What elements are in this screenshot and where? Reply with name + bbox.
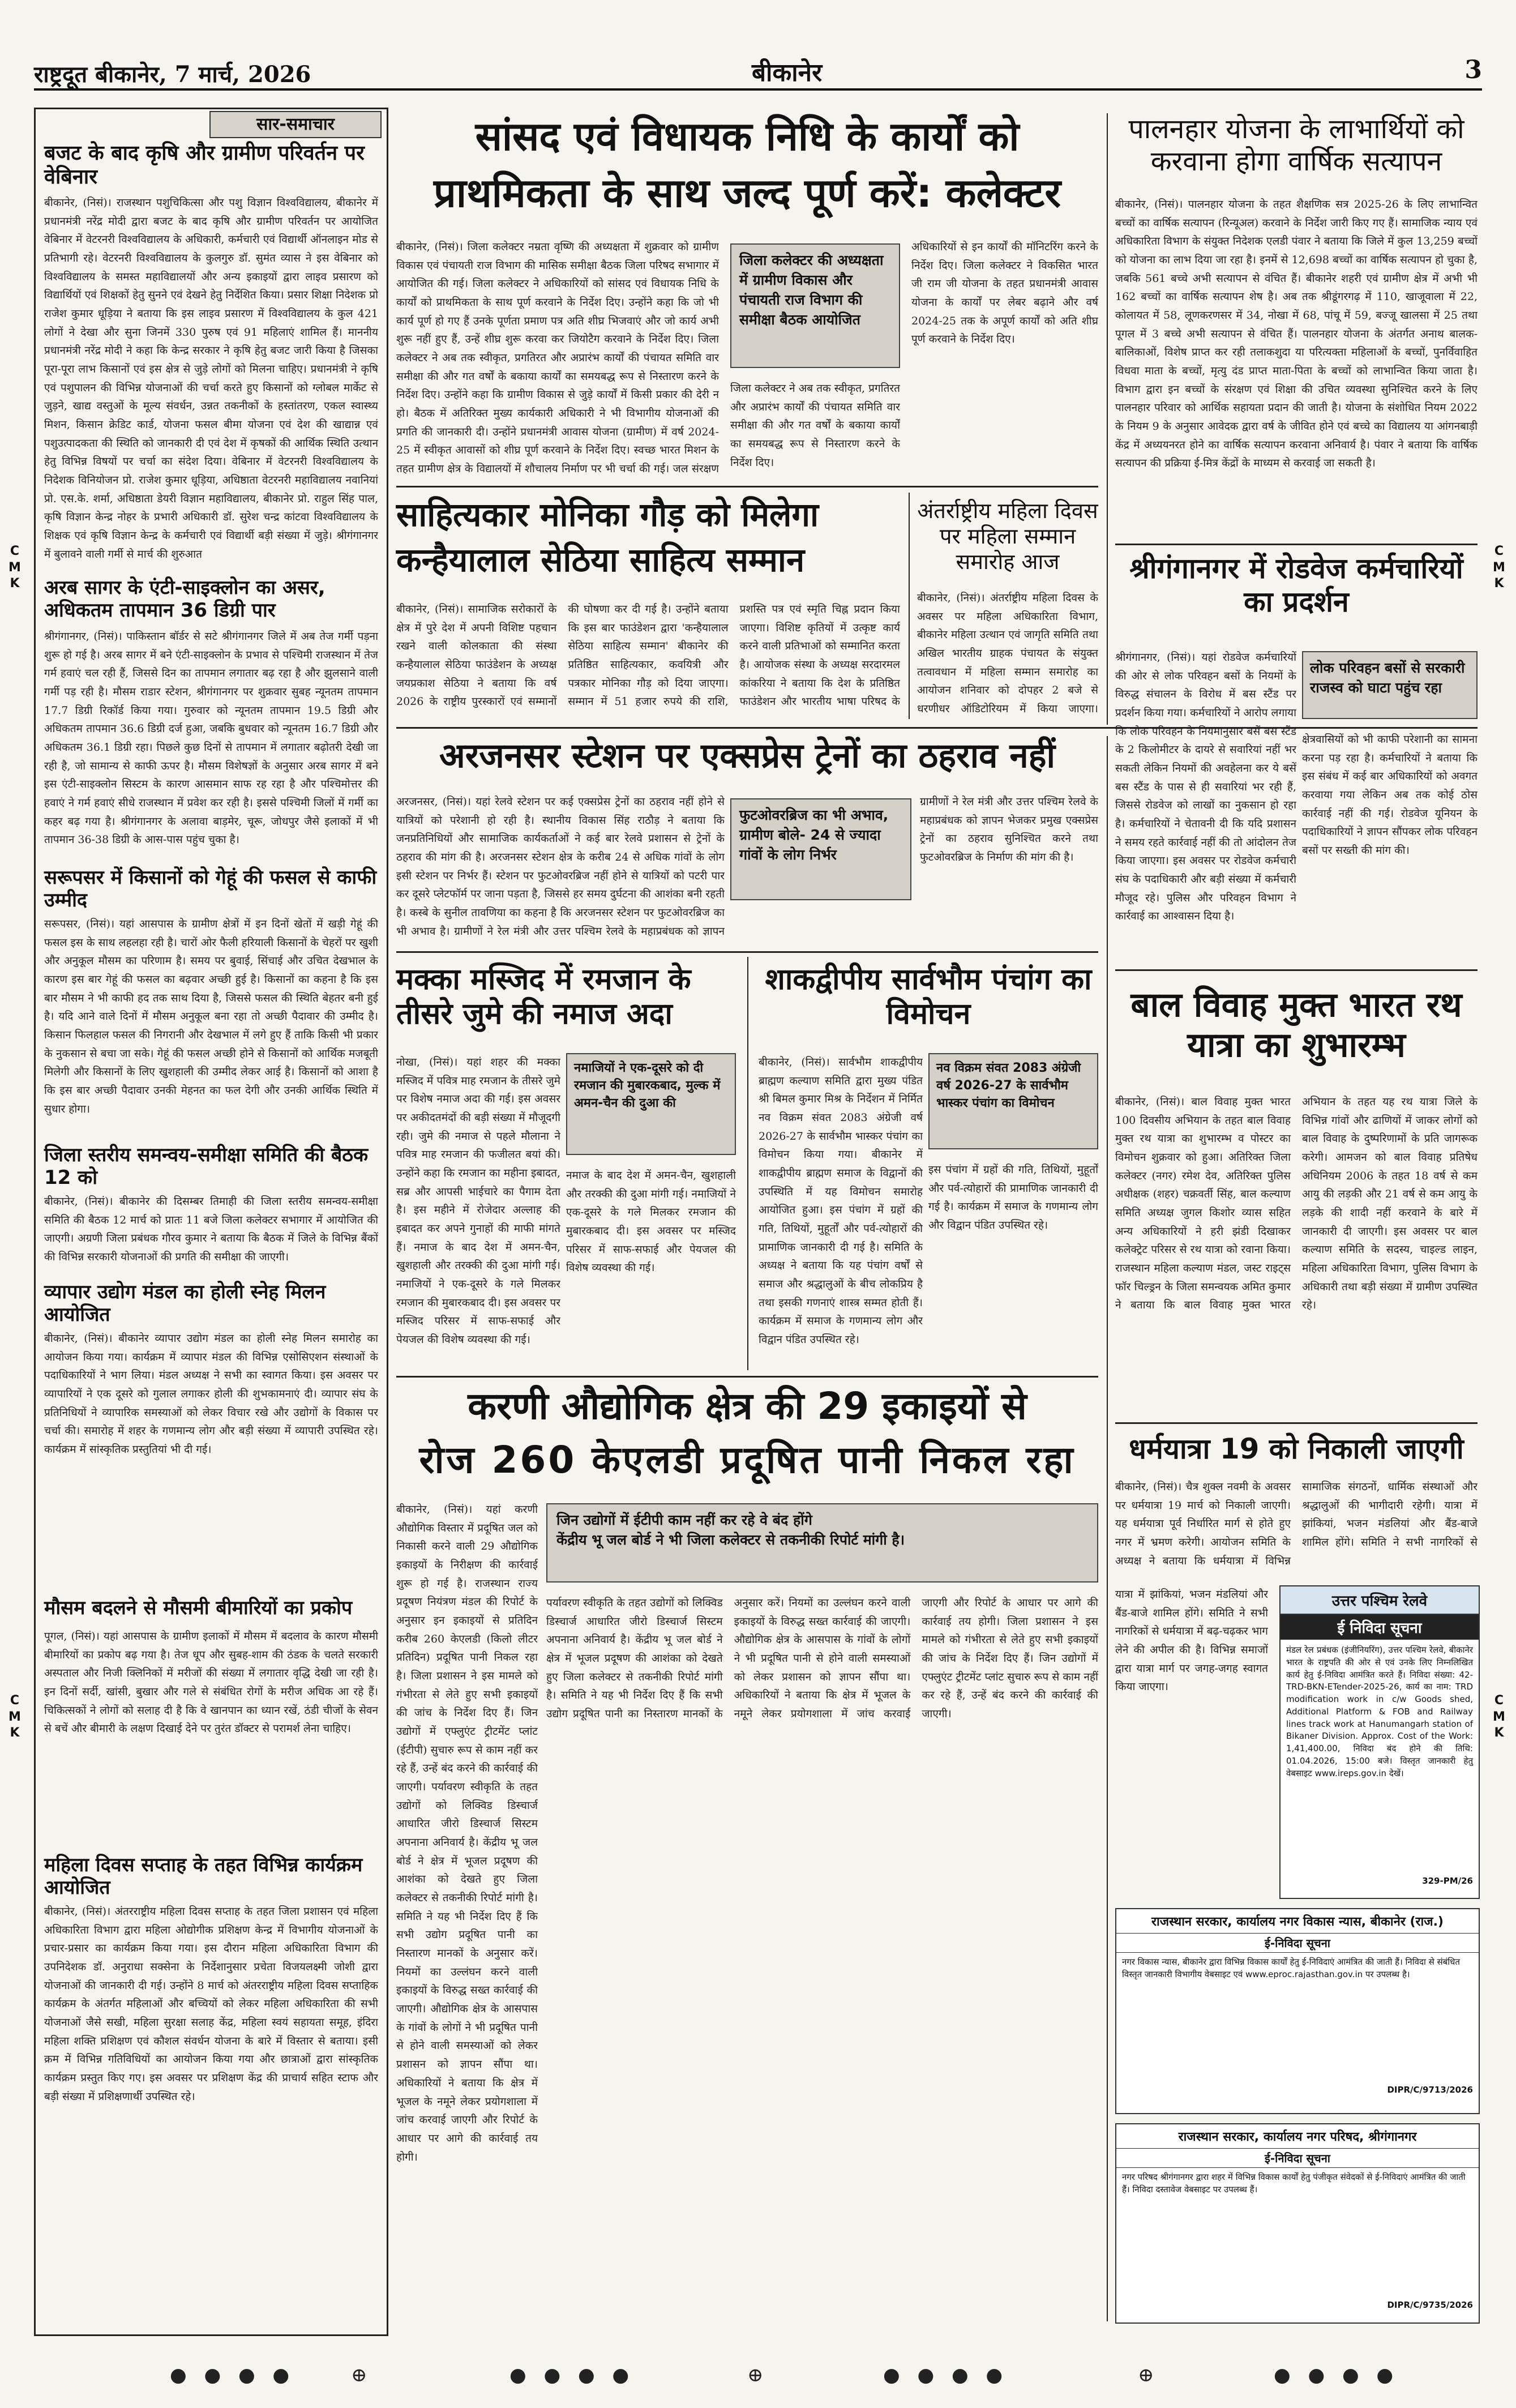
mecca-body: नोखा, (निसं)। यहां शहर की मक्का मस्जिद में पवित्र माह रमजान के तीसरे जुमे पर विशेष नमाज अदा की गई। इस अवसर पर अकीदतमंदों की बड़ी संख्या में मौजूदगी रही। जुमे की नमाज से पहले मौलाना ने पवित्र माह रमजान की फजीलत बयां की। उन्होंने कहा कि रमजान का महीना इबादत, सब्र और आपसी भाईचारे का पैगाम देता है। इस महीने में रोजेदार अल्लाह की इबादत कर अपने गुनाहों की माफी मांगते हैं। नमाज के बाद देश में अमन-चैन, खुशहाली और तरक्की की दुआ मांगी गई। नमाजियों ने एक-दूसरे के गले मिलकर रमजान की मुबारकबाद दी। इस अवसर पर मस्जिद परिसर में साफ-सफाई और पेयजल की विशेष व्यवस्था की गई।	[396, 1056, 560, 1346]
brief-1-title: बजट के बाद कृषि और ग्रामीण परिवर्तन पर वेबिनार	[44, 142, 365, 189]
rule-over-arjansar	[396, 727, 1478, 729]
masthead	[34, 54, 1482, 91]
print-mark-right-bottom	[1488, 1693, 1510, 1742]
karni-headline-line-1: करणी औद्योगिक क्षेत्र की 29 इकाइयों से	[468, 1384, 1027, 1428]
tender-1-code: DIPR/C/9713/2026	[1387, 2085, 1473, 2095]
roadways-body-col-2: क्षेत्रवासियों को भी काफी परेशानी का सामना करना पड़ रहा है। कर्मचारियों ने बताया कि इस संबंध में कई बार अधिकारियों को अवगत करवाया गया लेकिन अब तक कोई ठोस कार्रवाई नहीं की गई। रोडवेज यूनियन के पदाधिकारियों ने ज्ञापन सौंपकर लोक परिवहन बसों पर सख्ती की मांग की।	[1302, 733, 1478, 857]
brief-2-body: श्रीगंगानगर, (निसं)। पाकिस्तान बॉर्डर से सटे श्रीगंगानगर जिले में अब तेज गर्मी पड़ना शुरू हो गई है। अरब सागर में बने एंटी-साइक्लोन के प्रभाव से पश्चिमी राजस्थान में तेज गर्म हवाएं चल रही हैं, जिससे दिन का तापमान लगातार बढ़ रहा है और झुलसाने वाली गर्मी पड़ रही है। मौसम राडार स्टेशन, श्रीगंगानगर पर शुक्रवार सुबह न्यूनतम तापमान 17.7 डिग्री रिकॉर्ड किया गया। गुरुवार को न्यूनतम तापमान 19.5 डिग्री और अधिकतम तापमान 36.6 डिग्री दर्ज हुआ, जबकि बुधवार को न्यूनतम 16.7 डिग्री और अधिकतम 36.1 डिग्री रहा। पिछले कुछ दिनों से तापमान में लगातार बढ़ोतरी देखी जा रही है, जो सामान्य से काफी ऊपर है। मौसम विशेषज्ञों के अनुसार अरब सागर में बने इस एंटी-साइक्लोन सिस्टम के कारण आसमान साफ रह रहा है और पश्चिमोत्तर की हवाएं ने गर्म हवाएं सीधे राजस्थान में प्रवेश कर रही है। इससे पश्चिमी जिलों में गर्मी का कहर बढ़ गया है। श्रीगंगानगर के अलावा बाड़मेर, चूरू, जोधपुर जैसे इलाकों में भी तापमान 36-38 डिग्री के आस-पास पहुंच चुका है।	[44, 630, 378, 846]
arjansar-body: अरजनसर, (निसं)। यहां रेलवे स्टेशन पर कई एक्सप्रेस ट्रेनों का ठहराव नहीं होने से यात्रियों को परेशानी हो रही है। स्थानीय विकास सिंह राठौड़ ने बताया कि जनप्रतिनिधियों और सामाजिक कार्यकर्ताओं ने कई बार रेलवे प्रशासन से ट्रेनों के ठहराव की मांग की है। अरजनसर स्टेशन क्षेत्र के करीब 24 से अधिक गांवों के लोग इसी स्टेशन पर निर्भर हैं। स्टेशन पर फुटओवरब्रिज नहीं होने से यात्रियों को पटरी पार कर दूसरे प्लेटफॉर्म पर जाना पड़ता है, जिससे हर समय दुर्घटना की आशंका बनी रहती है। कस्बे के सुनील तावणिया का कहना है कि अरजनसर स्टेशन पर फुटओवरब्रिज का भी अभाव है। ग्रामीणों ने रेल मंत्री और उत्तर पश्चिम रेलवे के महाप्रबंधक को ज्ञापन	[396, 795, 725, 938]
dharmayatra-body: बीकानेर, (निसं)। चैत्र शुक्ल नवमी के अवसर पर धर्मयात्रा 19 मार्च को निकाली जाएगी। यह धर्मयात्रा पूर्व निर्धारित मार्ग से होते हुए नगर में भ्रमण करेगी। आयोजन समिति के अध्यक्ष ने बताया कि धर्मयात्रा में विभिन्न सामाजिक संगठनों, धार्मिक संस्थाओं और श्रद्धालुओं की भागीदारी रहेगी। यात्रा में झांकियां, भजन मंडलियां और बैंड-बाजे शामिल होंगे। समिति ने सभी नागरिकों से	[1115, 1481, 1478, 1567]
brief-4-body: बीकानेर, (निसं)। बीकानेर की दिसम्बर तिमाही की जिला स्तरीय समन्वय-समीक्षा समिति की बैठक 12 मार्च को प्रातः 11 बजे जिला कलेक्टर सभागार में आयोजित की जाएगी। अग्रणी जिला प्रबंधक गौरव कुमार ने बताया कि बैठक में जिले के विभिन्न बैंकों की विभिन्न सरकारी योजनाओं की प्रगति की समीक्षा की जाएगी।	[44, 1195, 378, 1264]
mark-c: C	[1494, 1693, 1504, 1708]
brief-1-body: बीकानेर, (निसं)। राजस्थान पशुचिकित्सा और पशु विज्ञान विश्वविद्यालय, बीकानेर में प्रधानमंत्री नरेंद्र मोदी द्वारा बजट के बाद कृषि और ग्रामीण परिवर्तन पर आयोजित वेबिनार में वेटरनरी विश्वविद्यालय के अधिकारी, कर्मचारी एवं विद्यार्थी ऑनलाइन मोड से प्रतिभागी रहे। वेटरनरी विश्वविद्यालय के कुलगुरु डॉ. सुमंत व्यास ने इस वेबिनार को विश्वविद्यालय के समस्त महाविद्यालयों और अन्य इकाइयों द्वारा लाइव प्रसारण को विद्यार्थियों एवं शिक्षकों हेतु सुनने एवं देखने हेतु निर्देशित किया। प्रसार शिक्षा निदेशक प्रो राजेश कुमार धूड़िया ने बताया कि इस लाइव प्रसारण में विश्वविद्यालय के कुल 421 लोगों ने देखा और सुना जिनमें 330 पुरुष एवं 91 महिलाएं शामिल हैं। माननीय प्रधानमंत्री नरेंद्र मोदी ने कहा कि केन्द्र सरकार ने कृषि हेतु बजट जारी किया है जिसका पूरा-पूरा लाभ किसानों एवं इस क्षेत्र से जुड़े लोगों को मिलना चाहिए। प्रधानमंत्री ने कृषि एवं पशुपालन की विभिन्न योजनाओं की चर्चा करते हुए किसानों को ग्लोबल मार्केट से जुड़ने, खाद्य वस्तुओं के मूल्य संवर्धन, उन्नत तकनीकों के हस्तांतरण, एकल स्वास्थ्य मिशन, किसान क्रेडिट कार्ड, योजना फसल बीमा योजना एवं देश की खाद्यान्न एवं पशुउत्पादकता की स्थिति को जानकारी दी एवं देश में कृषकों की आर्थिक स्थिति उत्थान हेतु विभिन्न विषयों पर चर्चा का संदेश दिया। वेबिनार में वेटरनरी विश्वविद्यालय के निदेशक विनियोजन प्रो. राजेश कुमार धूड़िया, अधिष्ठाता वेटरनरी महाविद्यालय नवानियां प्रो. एस.के. शर्मा, अधिष्ठाता डेयरी विज्ञान महाविद्यालय, बीकानेर प्रो. राहुल सिंह पाल, कृषि विज्ञान केन्द्र नोहर के प्रभारी अधिकारी डॉ. सुरेश चन्द्र कांटवा विश्वविद्यालय के शिक्षक एवं कृषि विज्ञान केन्द्र के कर्मचारी एवं विद्यार्थी बड़ी संख्या में जुड़े। श्रीगंगानगर में बुलावने वाली गर्मी से मार्च की शुरुआत	[44, 196, 378, 561]
print-dots-4: ● ● ● ●	[1274, 2364, 1399, 2386]
brief-5-title: व्यापार उद्योग मंडल का होली स्नेह मिलन आयोजित	[44, 1281, 326, 1327]
karni-highlight-box	[546, 1503, 1098, 1582]
dharmayatra-body-cont: यात्रा में झांकियां, भजन मंडलियां और बैंड-बाजे शामिल होंगे। समिति ने सभी नागरिकों से धर्मयात्रा में बढ़-चढ़कर भाग लेने की अपील की है। विभिन्न समाजों द्वारा यात्रा मार्ग पर जगह-जगह स्वागत किया जाएगा।	[1115, 1588, 1268, 1693]
mark-m: M	[1493, 1709, 1505, 1724]
mark-c: C	[10, 1693, 20, 1708]
print-mark-right-top	[1488, 544, 1510, 592]
rule-over-karni	[396, 1376, 1098, 1378]
lead-body-col-2: जिला कलेक्टर ने अब तक स्वीकृत, प्रगतिरत और अप्रारंभ कार्यों की पंचायत समिति वार समीक्षा की और गत वर्षों के बकाया कार्यों का समयबद्ध रूप से निस्तारण करने के निर्देश दिए।	[730, 382, 900, 469]
tender-1-body: नगर विकास न्यास, बीकानेर द्वारा विभिन्न विकास कार्यों हेतु ई-निविदाएं आमंत्रित की जाती हैं। निविदा से संबंधित विस्तृत जानकारी विभागीय वेबसाइट एवं www.eproc.rajasthan.gov.in पर उपलब्ध है।	[1116, 1952, 1479, 2084]
railway-ad-subtitle: ई निविदा सूचना	[1281, 1615, 1479, 1640]
womens-day-body: बीकानेर, (निसं)। अंतर्राष्ट्रीय महिला दिवस के अवसर पर महिला अधिकारिता विभाग, बीकानेर महिला उत्थान एवं जागृति समिति तथा अखिल भारतीय ग्राहक पंचायत के संयुक्त तत्वावधान में महिला सम्मान समारोह का आयोजन शनिवार को दोपहर 2 बजे से धरणीधर ऑडिटोरियम में किया जाएगा।	[917, 592, 1098, 716]
registration-mark-2: ⊕	[747, 2364, 764, 2386]
rule-sahitya-right	[909, 493, 910, 719]
brief-6-body: पूगल, (निसं)। यहां आसपास के ग्रामीण इलाकों में मौसम में बदलाव के कारण मौसमी बीमारियों का प्रकोप बढ़ गया है। तेज धूप और सुबह-शाम की ठंडक के चलते सरकारी अस्पताल और निजी क्लिनिकों में मरीजों की संख्या में लगातार वृद्धि देखी जा रही है। इन दिनों सर्दी, खांसी, बुखार और गले से संबंधित रोगों के मरीज अधिक आ रहे हैं। चिकित्सकों ने लोगों को सलाह दी है कि वे खानपान का ध्यान रखें, ठंडी चीजों के सेवन से बचें और बीमारी के लक्षण दिखाई देने पर तुरंत डॉक्टर से परामर्श लेना चाहिए।	[44, 1630, 378, 1735]
roadways-headline: श्रीगंगानगर में रोडवेज कर्मचारियों का प्रदर्शन	[1129, 552, 1463, 618]
lead-body-col-3: अधिकारियों से इन कार्यों की मॉनिटरिंग करने के निर्देश दिए। जिला कलेक्टर ने विकसित भारत जी राम जी योजना के तहत प्रधानमंत्री आवास योजना के कार्यों पर लेबर बढ़ाने और वर्ष 2024-25 तक के अपूर्ण कार्यों को अति शीघ्र पूर्ण करवाने के निर्देश दिए।	[911, 241, 1098, 346]
tender-1-subtitle: ई-निविदा सूचना	[1265, 1936, 1330, 1950]
rule-right-column	[1107, 736, 1108, 2321]
print-dots-3: ● ● ● ●	[883, 2364, 1009, 2386]
sahitya-body: बीकानेर, (निसं)। सामाजिक सरोकारों के क्षेत्र में पुरे देश में अपनी विशिष्ट पहचान रखने वाली कोलकाता की संस्था कन्हैयालाल सेठिया फाउंडेशन के अध्यक्ष जयप्रकाश सेठिया ने बताया कि वर्ष 2026 के राष्ट्रीय पुरस्कारों एवं सम्मानों की घोषणा कर दी गई है। उन्होंने बताया कि इस बार फाउंडेशन द्वारा 'कन्हैयालाल सेठिया साहित्य सम्मान' बीकानेर की प्रतिष्ठित साहित्यकार, कवयित्री और पत्रकार मोनिका गौड़ को दिया जाएगा। सम्मान में 51 हजार रुपये की राशि, प्रशस्ति पत्र एवं स्मृति चिह्न प्रदान किया जाएगा। विशिष्ट कृतियों में उत्कृष्ट कार्य करने वाली प्रतिभाओं को सम्मानित करता है। आयोजक संस्था के अध्यक्ष सरदारमल कांकरिया ने बताया कि देश के प्रतिष्ठित फाउंडेशन और भारतीय भाषा परिषद के	[396, 603, 900, 708]
arjansar-highlight-box: फुटओवरब्रिज का भी अभाव, ग्रामीण बोले- 24 से ज्यादा गांवों के लोग निर्भर	[730, 798, 911, 900]
arjansar-body-col-3: ग्रामीणों ने रेल मंत्री और उत्तर पश्चिम रेलवे के महाप्रबंधक को ज्ञापन भेजकर प्रमुख एक्सप्रेस ट्रेनों का ठहराव सुनिश्चित करने तथा फुटओवरब्रिज के निर्माण की मांग की है।	[920, 795, 1098, 864]
tender-2-title: राजस्थान सरकार, कार्यालय नगर परिषद, श्रीगंगानगर	[1116, 2124, 1479, 2149]
page-number: 3	[1464, 55, 1482, 84]
brief-4-title: जिला स्तरीय समन्वय-समीक्षा समिति की बैठक 12 को	[44, 1144, 369, 1190]
railway-ad-title: उत्तर पश्चिम रेलवे	[1281, 1586, 1479, 1615]
brief-6-title: मौसम बदलने से मौसमी बीमारियों का प्रकोप	[44, 1597, 353, 1619]
brief-7-title: महिला दिवस सप्ताह के तहत विभिन्न कार्यक्रम आयोजित	[44, 1854, 363, 1900]
palanhar-headline: पालनहार योजना के लाभार्थियों को करवाना होगा वार्षिक सत्यापन	[1128, 113, 1464, 177]
print-mark-left-bottom	[3, 1693, 26, 1742]
panchang-headline: शाकद्वीपीय सार्वभौम पंचांग का विमोचन	[765, 963, 1092, 1032]
womens-day-headline: अंतर्राष्ट्रीय महिला दिवस पर महिला सम्मान समारोह आज	[917, 498, 1098, 574]
rule-over-balvivah	[1115, 969, 1478, 971]
tender-2-body: नगर परिषद श्रीगंगानगर द्वारा शहर में विभिन्न विकास कार्यों हेतु पंजीकृत संवेदकों से ई-निविदाएं आमंत्रित की जाती हैं। निविदा दस्तावेज वेबसाइट पर उपलब्ध हैं।	[1116, 2167, 1479, 2299]
mark-k: K	[10, 576, 20, 591]
balvivah-headline: बाल विवाह मुक्त भारत रथ यात्रा का शुभारम्भ	[1130, 985, 1462, 1065]
roadways-body: श्रीगंगानगर, (निसं)। यहां रोडवेज कर्मचारियों की ओर से लोक परिवहन बसों के नियमों के विरुद्ध संचालन के विरोध में बस स्टैंड पर प्रदर्शन किया गया। कर्मचारियों ने आरोप लगाया कि लोक परिवहन के नियमानुसार बसें बस स्टैंड के 2 किलोमीटर के दायरे से सवारियां नहीं भर सकती लेकिन नियमों की अवहेलना कर ये बसें बस स्टैंड के पास से ही सवारियां भर रही हैं, जिससे रोडवेज को लाखों का नुकसान हो रहा है। कर्मचारियों ने चेतावनी दी कि यदि प्रशासन ने समय रहते कार्रवाई नहीं की तो आंदोलन तेज किया जाएगा। इस अवसर पर रोडवेज कर्मचारी संघ के पदाधिकारी और बड़ी संख्या में कर्मचारी मौजूद रहे। पुलिस और परिवहन विभाग ने कार्रवाई का आश्वासन दिया है।	[1115, 651, 1296, 923]
rule-over-dharmayatra	[1115, 1422, 1478, 1424]
rule-mecca-right	[747, 957, 748, 1370]
roadways-highlight-box: लोक परिवहन बसों से सरकारी राजस्व को घाटा पहुंच रहा	[1302, 651, 1478, 719]
brief-7-body: बीकानेर, (निसं)। अंतरराष्ट्रीय महिला दिवस सप्ताह के तहत जिला प्रशासन एवं महिला अधिकारिता विभाग द्वारा महिला ओद्योगीक प्रशिक्षण केन्द्र में विभागीय योजनाओं के प्रचार-प्रसार का कार्यक्रम किया गया। इस दौरान महिला अधिकारिता विभाग की उपनिदेशक डॉ. अनुराधा सक्सेना के निर्देशानुसार प्रचेता विजयलक्ष्मी जोशी द्वारा योजनाओं की जानकारी दी गई। उन्होंने 8 मार्च को अंतरराष्ट्रीय महिला दिवस सप्ताहिक कार्यक्रम के अंतर्गत महिलाओं और बच्चियों को लेकर महिला अधिकारिता की सभी योजनाओं जैसे सखी, महिला सुरक्षा सलाह केंद्र, महिला स्वयं सहायता समूह, इंदिरा महिला शक्ति प्रशिक्षण एवं कौशल संवर्धन योजना के बारे में विस्तार से बताया। इसी क्रम में विभिन्न गतिविधियों का आयोजन किया गया और छात्राओं द्वारा सांस्कृतिक कार्यक्रम प्रस्तुत किए गए। इस अवसर पर प्रशिक्षण केंद्र की प्राचार्य सहित स्टाफ और बड़ी संख्या में प्रशिक्षणार्थी उपस्थित रहे।	[44, 1905, 378, 2103]
mark-m: M	[8, 1709, 21, 1724]
panchang-highlight-box: नव विक्रम संवत 2083 अंग्रेजी वर्ष 2026-27 के सार्वभौम भास्कर पंचांग का विमोचन	[928, 1053, 1098, 1149]
railway-ad-body: मंडल रेल प्रबंधक (इंजीनियरिंग), उत्तर पश्चिम रेलवे, बीकानेर भारत के राष्ट्रपति की ओर से एवं उनके लिए निम्नलिखित कार्य हेतु ई-निविदा आमंत्रित करते हैं। निविदा संख्या: 42-TRD-BKN-ETender-2025-26, कार्य का नाम: TRD modification work in c/w Goods shed, Additional Platform & FOB and Railway lines track work at Hanumangarh station of Bikaner Division. Approx. Cost of the Work: 1,41,400.00, निविदा बंद होने की तिथि: 01.04.2026, 15:00 बजे। विस्तृत जानकारी हेतु वेबसाइट www.ireps.gov.in देखें।	[1286, 1645, 1473, 1778]
city-title: बीकानेर	[751, 58, 823, 87]
tender-ad-2	[1115, 2123, 1480, 2324]
rule-under-lead	[396, 486, 1098, 487]
mecca-highlight-box: नमाजियों ने एक-दूसरे को दी रमजान की मुबारकबाद, मुल्क में अमन-चैन की दुआ की	[566, 1053, 736, 1155]
karni-headline-line-2: रोज 260 केएलडी प्रदूषित पानी निकल रहा	[419, 1438, 1076, 1482]
sahitya-headline-line-2: कन्हैयालाल सेठिया साहित्य सम्मान	[396, 541, 805, 579]
rule-lead-right	[1107, 113, 1108, 725]
tender-2-subtitle: ई-निविदा सूचना	[1265, 2152, 1330, 2165]
mark-k: K	[10, 1726, 20, 1740]
rule-over-mecca	[396, 951, 1098, 953]
brief-3-body: सरूपसर, (निसं)। यहां आसपास के ग्रामीण क्षेत्रों में इन दिनों खेतों में खड़ी गेहूं की फसल इस के साथ लहलहा रही है। चारों ओर फैली हरियाली किसानों के चेहरों पर खुशी और अनुकूल मौसम का परिणाम है। समय पर बुवाई, सिंचाई और उचित देखभाल के कारण इस बार गेहूं की फसल का बढ़वार अच्छी हुई है। किसानों का कहना है कि इस बार मौसम ने भी काफी हद तक साथ दिया है, जिससे फसल की स्थिति बेहतर बनी हुई है। यदि आने वाले दिनों में मौसम अनुकूल बना रहा तो अच्छी पैदावार की उम्मीद है। किसान फिलहाल फसल की निगरानी और देखभाल में लगे हुए हैं ताकि किसी भी प्रकार के नुकसान से बचा जा सके। गेहूं की फसल अच्छी होने से किसानों को आर्थिक मजबूती मिलेगी और किसानों के लिए खुशहाली की उम्मीद लेकर आई है। किसानों को आशा है कि इस बार अच्छी पैदावार उनकी मेहनत का फल देगी और उनकी आर्थिक स्थिति में सुधार होगा।	[44, 918, 378, 1115]
palanhar-body: बीकानेर, (निसं)। पालनहार योजना के तहत शैक्षणिक सत्र 2025-26 के लिए लाभान्वित बच्चों का वार्षिक सत्यापन (रिन्यूअल) करवाने के निर्देश जारी किए गए हैं। सामाजिक न्याय एवं अधिकारिता विभाग के संयुक्त निदेशक एलडी पंवार ने बताया कि जिले में कुल 13,259 बच्चों को योजना का लाभ दिया जा रहा है। इनमें से 12,698 बच्चों का वार्षिक सत्यापन हो चुका है, जबकि 561 बच्चे अभी सत्यापन से वंचित हैं। बीकानेर शहरी एवं ग्रामीण क्षेत्र में अभी भी 162 बच्चों का वार्षिक सत्यापन शेष है। अब तक श्रीडूंगरगढ़ में 110, खाजूवाला में 22, कोलायत में 58, लूणकरणसर में 34, नोखा में 68, पांचू में 59, बज्जू खालसा में 25 तथा पूगल में 3 बच्चे अभी सत्यापन से वंचित हैं। पालनहार योजना के अंतर्गत अनाथ बालक-बालिकाओं, विशेष प्राप्त कर रही तलाकशुदा या परित्यक्ता महिलाओं के बच्चों, पुनर्विवाहित विधवा माता के बच्चों, मृत्यु दंड प्राप्त माता-पिता के बच्चों को लाभान्वित किया जाता है। विभाग द्वारा इन बच्चों के संरक्षण एवं शिक्षा की उचित व्यवस्था सुनिश्चित करने के लिए पालनहार परिवार को आर्थिक सहायता प्रदान की जाती है। योजना के संशोधित नियम 2022 के नियम 9 के अनुसार आवेदक द्वारा वर्ष के जीवित होने एवं बच्चे का विद्यालय या आंगनबाड़ी केंद्र में अध्ययनरत होने का वार्षिक सत्यापन करवाना अनिवार्य है। पंवार ने बताया कि वार्षिक सत्यापन की प्रक्रिया ई-मित्र केंद्रों के माध्यम से करवाई जा सकती है।	[1115, 198, 1478, 470]
mark-k: K	[1494, 1726, 1504, 1740]
karni-highlight-2: केंद्रीय भू जल बोर्ड ने भी जिला कलेक्टर से तकनीकी रिपोर्ट मांगी है।	[556, 1532, 905, 1548]
paper-date: राष्ट्रदूत बीकानेर, 7 मार्च, 2026	[34, 61, 311, 88]
mark-m: M	[1493, 560, 1505, 575]
balvivah-body: बीकानेर, (निसं)। बाल विवाह मुक्त भारत 100 दिवसीय अभियान के तहत बाल विवाह मुक्त रथ यात्रा का शुभारम्भ व पोस्टर का विमोचन शुक्रवार को हुआ। अतिरिक्त जिला कलेक्टर (नगर) रमेश देव, अतिरिक्त पुलिस अधीक्षक (शहर) चक्रवर्ती सिंह, बाल कल्याण समिति अध्यक्ष जुगल किशोर व्यास सहित अन्य अधिकारियों ने हरी झंडी दिखाकर कलेक्ट्रेट परिसर से रथ यात्रा को रवाना किया। राजस्थान महिला कल्याण मंडल, जस्ट राइट्स फॉर चिल्ड्रन के जिला समन्वयक अमित कुमार ने बताया कि बाल विवाह मुक्त भारत अभियान के तहत यह रथ यात्रा जिले के विभिन्न गांवों और ढाणियों में जाकर लोगों को बाल विवाह के दुष्परिणामों के प्रति जागरूक करेगी। आमजन को बाल विवाह प्रतिषेध अधिनियम 2006 के तहत 18 वर्ष से कम आयु की लड़की और 21 वर्ष से कम आयु के लड़के की शादी नहीं करवाने के बारे में जानकारी दी जाएगी। इस अवसर पर बाल कल्याण समिति के सदस्य, चाइल्ड लाइन, महिला अधिकारिता विभाग, पुलिस विभाग के अधिकारी तथा बड़ी संख्या में ग्रामीण उपस्थित रहे।	[1115, 1096, 1478, 1312]
karni-body: बीकानेर, (निसं)। यहां करणी औद्योगिक विस्तार में प्रदूषित जल को निकासी करने वाली 29 औद्योगिक इकाइयों के निरीक्षण की कार्रवाई शुरू हो गई है। राजस्थान राज्य प्रदूषण नियंत्रण मंडल की रिपोर्ट के अनुसार इन इकाइयों से प्रतिदिन करीब 260 केएलडी (किलो लीटर प्रतिदिन) प्रदूषित पानी निकल रहा है। जिला प्रशासन ने इस मामले को गंभीरता से लेते हुए सभी इकाइयों की जांच के निर्देश दिए हैं। जिन उद्योगों में एफ्लुएंट ट्रीटमेंट प्लांट (ईटीपी) सुचारु रूप से काम नहीं कर रहे हैं, उन्हें बंद करने की कार्रवाई की जाएगी। पर्यावरण स्वीकृति के तहत उद्योगों को लिक्विड डिस्चार्ज आधारित जीरो डिस्चार्ज सिस्टम अपनाना अनिवार्य है। केंद्रीय भू जल बोर्ड ने क्षेत्र में भूजल प्रदूषण की आशंका को देखते हुए जिला कलेक्टर से तकनीकी रिपोर्ट मांगी है। समिति ने यह भी निर्देश दिए हैं कि सभी उद्योग प्रदूषित पानी का निस्तारण मानकों के अनुसार करें। नियमों का उल्लंघन करने वाली इकाइयों के विरुद्ध सख्त कार्रवाई की जाएगी। औद्योगिक क्षेत्र के आसपास के गांवों के लोगों ने भी प्रदूषित पानी से होने वाली समस्याओं को लेकर प्रशासन को ज्ञापन सौंपा था। अधिकारियों ने बताया कि क्षेत्र में भूजल के नमूने लेकर प्रयोगशाला में जांच करवाई जाएगी और रिपोर्ट के आधार पर आगे की कार्रवाई तय होगी।	[396, 1503, 538, 2163]
sahitya-headline-line-1: साहित्यकार मोनिका गौड़ को मिलेगा	[396, 495, 819, 534]
print-dots-1: ● ● ● ●	[170, 2364, 296, 2386]
tender-1-title: राजस्थान सरकार, कार्यालय नगर विकास न्यास, बीकानेर (राज.)	[1116, 1909, 1479, 1934]
tender-ad-1	[1115, 1908, 1480, 2114]
registration-mark-1: ⊕	[351, 2364, 367, 2386]
mark-c: C	[1494, 544, 1504, 558]
mecca-headline: मक्का मस्जिद में रमजान के तीसरे जुमे की नमाज अदा	[396, 963, 691, 1032]
mark-m: M	[8, 560, 21, 575]
brief-3-title: सरूपसर में किसानों को गेहूं की फसल से काफी उम्मीद	[44, 866, 377, 912]
railway-tender-ad	[1279, 1585, 1480, 1899]
dharmayatra-headline: धर्मयात्रा 19 को निकाली जाएगी	[1129, 1432, 1464, 1465]
section-tag: सार-समाचार	[209, 111, 382, 138]
brief-2-title: अरब सागर के एंटी-साइक्लोन का असर, अधिकतम तापमान 36 डिग्री पार	[44, 576, 326, 622]
print-mark-left-top	[3, 544, 26, 592]
panchang-body: बीकानेर, (निसं)। सार्वभौम शाकद्वीपीय ब्राह्मण कल्याण समिति द्वारा मुख्य पंडित श्री बिमल कुमार मिश्र के निर्देशन में निर्मित नव विक्रम संवत 2083 अंग्रेजी वर्ष 2026-27 के सार्वभौम भास्कर पंचांग का विमोचन किया गया। बीकानेर में शाकद्वीपीय ब्राह्मण समाज के विद्वानों की उपस्थिति में यह विमोचन समारोह आयोजित हुआ। इस पंचांग में ग्रहों की गति, तिथियों, मुहूर्तों और पर्व-त्योहारों की प्रामाणिक जानकारी दी गई है। समिति के अध्यक्ष ने बताया कि यह पंचांग वर्षों से समाज और श्रद्धालुओं के बीच लोकप्रिय है तथा इसकी गणनाएं शास्त्र सम्मत होती हैं। कार्यक्रम में समाज के गणमान्य लोग और विद्वान पंडित उपस्थित रहे।	[759, 1056, 923, 1346]
panchang-body-col-2: इस पंचांग में ग्रहों की गति, तिथियों, मुहूर्तों और पर्व-त्योहारों की प्रामाणिक जानकारी दी गई है। कार्यक्रम में समाज के गणमान्य लोग और विद्वान पंडित उपस्थित रहे।	[928, 1164, 1098, 1232]
lead-highlight-box: जिला कलेक्टर की अध्यक्षता में ग्रामीण विकास और पंचायती राज विभाग की समीक्षा बैठक आयोजित	[730, 243, 900, 368]
arjansar-headline: अरजनसर स्टेशन पर एक्सप्रेस ट्रेनों का ठहराव नहीं	[439, 736, 1056, 776]
brief-5-body: बीकानेर, (निसं)। बीकानेर व्यापार उद्योग मंडल का होली स्नेह मिलन समारोह का आयोजन किया गया। कार्यक्रम में व्यापार मंडल की विभिन्न एसोसिएशन संस्थाओं के पदाधिकारियों ने भाग लिया। मंडल अध्यक्ष ने सभी का स्वागत किया। इस अवसर पर व्यापारियों ने एक दूसरे को गुलाल लगाकर होली की शुभकामनाएं दी। व्यापार संघ के प्रतिनिधियों ने व्यापारिक समस्याओं को लेकर विचार रखे और उद्योगों के विकास पर चर्चा की। समारोह में शहर के गणमान्य लोग और बड़ी संख्या में व्यापारी उपस्थित रहे। कार्यक्रम में सांस्कृतिक प्रस्तुतियां भी दी गई।	[44, 1332, 378, 1456]
mark-c: C	[10, 544, 20, 558]
railway-ad-code: 329-PM/26	[1422, 1876, 1473, 1886]
mark-k: K	[1494, 576, 1504, 591]
lead-headline-line-2: प्राथमिकता के साथ जल्द पूर्ण करें: कलेक्टर	[434, 170, 1061, 216]
print-dots-2: ● ● ● ●	[509, 2364, 635, 2386]
karni-highlight-1: जिन उद्योगों में ईटीपी काम नहीं कर रहे वे बंद होंगे	[556, 1512, 812, 1528]
rule-over-roadways	[1115, 544, 1478, 545]
karni-body-cols: पर्यावरण स्वीकृति के तहत उद्योगों को लिक्विड डिस्चार्ज आधारित जीरो डिस्चार्ज सिस्टम अपनाना अनिवार्य है। केंद्रीय भू जल बोर्ड ने क्षेत्र में भूजल प्रदूषण की आशंका को देखते हुए जिला कलेक्टर से तकनीकी रिपोर्ट मांगी है। समिति ने यह भी निर्देश दिए हैं कि सभी उद्योग प्रदूषित पानी का निस्तारण मानकों के अनुसार करें। नियमों का उल्लंघन करने वाली इकाइयों के विरुद्ध सख्त कार्रवाई की जाएगी। औद्योगिक क्षेत्र के आसपास के गांवों के लोगों ने भी प्रदूषित पानी से होने वाली समस्याओं को लेकर प्रशासन को ज्ञापन सौंपा था। अधिकारियों ने बताया कि क्षेत्र में भूजल के नमूने लेकर प्रयोगशाला में जांच करवाई जाएगी और रिपोर्ट के आधार पर आगे की कार्रवाई तय होगी। जिला प्रशासन ने इस मामले को गंभीरता से लेते हुए सभी इकाइयों की जांच के निर्देश दिए हैं। जिन उद्योगों में एफ्लुएंट ट्रीटमेंट प्लांट सुचारु रूप से काम नहीं कर रहे हैं, उन्हें बंद करने की कार्रवाई की जाएगी।	[546, 1597, 1098, 1721]
registration-mark-3: ⊕	[1138, 2364, 1154, 2386]
lead-headline-line-1: सांसद एवं विधायक निधि के कार्यों को	[475, 113, 1020, 160]
lead-body-col-1: बीकानेर, (निसं)। जिला कलेक्टर नम्रता वृष्णि की अध्यक्षता में शुक्रवार को ग्रामीण विकास एवं पंचायती राज विभाग की मासिक समीक्षा बैठक जिला परिषद सभागार में आयोजित की गई। जिला कलेक्टर ने अधिकारियों को सांसद एवं विधायक निधि के कार्यों को प्राथमिकता के साथ पूर्ण करवाने के निर्देश दिए। उन्होंने कहा कि जो भी कार्य पूर्ण हो गए हैं उनके पूर्णता प्रमाण पत्र अति शीघ्र भिजवाएं और जो कार्य अभी शुरू नहीं हुए हैं, उन्हें शीघ्र शुरू करवा कर जियोटैग करवाने के निर्देश दिए। जिला कलेक्टर ने अब तक स्वीकृत, प्रगतिरत और अप्रारंभ कार्यों की पंचायत समिति वार समीक्षा की और गत वर्षों के बकाया कार्यों का समयबद्ध रूप से निस्तारण करने के निर्देश दिए। उन्होंने कहा कि ग्रामीण विकास से जुड़े कार्यों में किसी प्रकार की देरी न हो। बैठक में अतिरिक्त मुख्य कार्यकारी अधिकारी ने भी विभागीय योजनाओं की प्रगति की जानकारी दी। उन्होंने प्रधानमंत्री आवास योजना (ग्रामीण) में वर्ष 2024-25 में स्वीकृत आवासों को शीघ्र पूर्ण करवाने के निर्देश दिए। स्वच्छ भारत मिशन के तहत ग्रामीण क्षेत्र के विद्यालयों में शौचालय निर्माण पर भी चर्चा की गई। जल संरक्षण	[396, 241, 719, 476]
tender-2-code: DIPR/C/9735/2026	[1387, 2300, 1473, 2310]
mecca-body-col-2: नमाज के बाद देश में अमन-चैन, खुशहाली और तरक्की की दुआ मांगी गई। नमाजियों ने एक-दूसरे के गले मिलकर रमजान की मुबारकबाद दी। इस अवसर पर मस्जिद परिसर में साफ-सफाई और पेयजल की विशेष व्यवस्था की गई।	[566, 1169, 736, 1274]
